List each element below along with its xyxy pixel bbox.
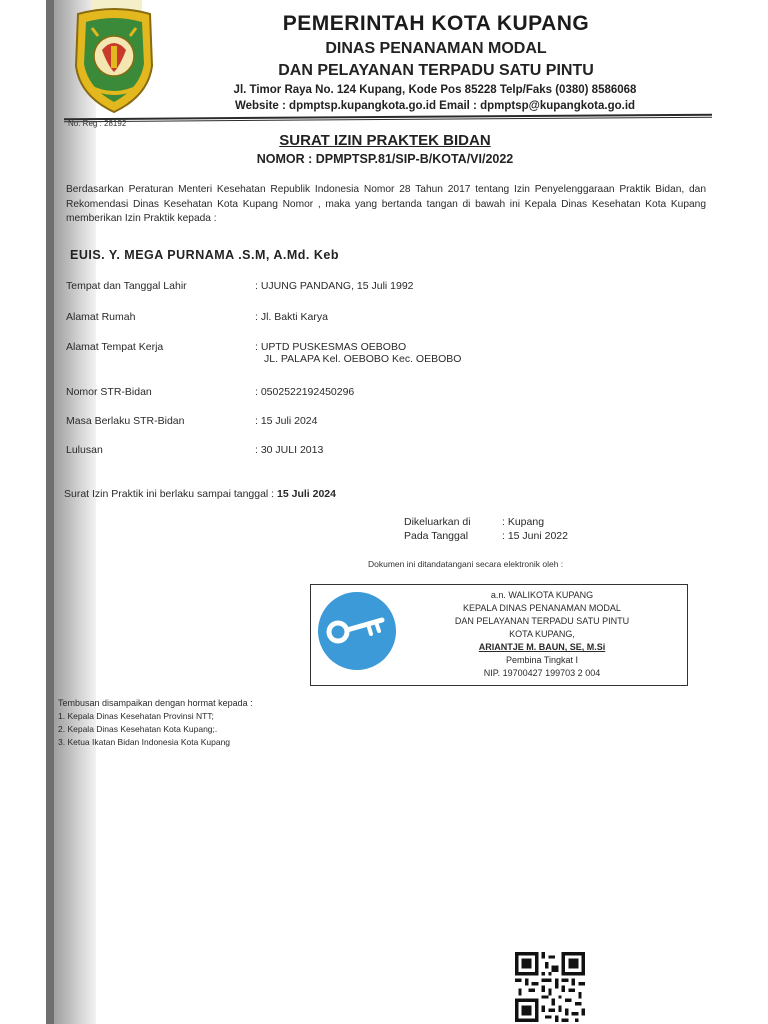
issued-date-value: : 15 Juni 2022 (502, 530, 568, 542)
signatory-nip: NIP. 19700427 199703 2 004 (483, 668, 601, 678)
scan-margin (0, 0, 46, 1024)
field-label-birth: Tempat dan Tanggal Lahir (66, 280, 187, 292)
header-address: Jl. Timor Raya No. 124 Kupang, Kode Pos 85228 Telp/Faks (0380) 8586068 (233, 84, 637, 96)
holder-name: EUIS. Y. MEGA PURNAMA .S.M, A.Md. Keb (70, 248, 339, 262)
issued-date-label: Pada Tanggal (404, 530, 469, 542)
document-title: SURAT IZIN PRAKTEK BIDAN (279, 132, 491, 149)
cc-item: 3. Ketua Ikatan Bidan Indonesia Kota Kupang (58, 737, 231, 747)
field-value-str-number: : 0502522192450296 (255, 386, 355, 398)
cc-item: 1. Kepala Dinas Kesehatan Provinsi NTT; (58, 711, 214, 721)
cc-title: Tembusan disampaikan dengan hormat kepada : (58, 698, 253, 708)
intro-paragraph: Berdasarkan Peraturan Menteri Kesehatan Republik Indonesia Nomor 28 Tahun 2017 tentang Izin Penyelenggaraan Praktik Bidan, dan Rekomendasi Dinas Kesehatan Kota Kupang Nomor , maka yang bertanda tangan di bawah ini Kepala Dinas Kesehatan Kota Kupang memberikan Izin Praktik kepada : (66, 184, 706, 225)
city-emblem-icon (68, 6, 160, 114)
field-value-work-address-line2: JL. PALAPA Kel. OEBOBO Kec. OEBOBO (264, 353, 462, 365)
document-number: NOMOR : DPMPTSP.81/SIP-B/KOTA/VI/2022 (256, 152, 514, 166)
header-government: PEMERINTAH KOTA KUPANG (282, 12, 590, 35)
issued-place-value: : Kupang (502, 516, 545, 528)
field-label-work-address: Alamat Tempat Kerja (66, 341, 164, 353)
issued-place-label: Dikeluarkan di (404, 516, 471, 528)
field-label-str-number: Nomor STR-Bidan (66, 386, 152, 398)
field-value-str-validity: : 15 Juli 2024 (255, 415, 318, 427)
field-label-str-validity: Masa Berlaku STR-Bidan (66, 415, 185, 427)
scan-shadow-edge (46, 0, 54, 1024)
header-agency-line1: DINAS PENANAMAN MODAL (325, 40, 547, 57)
header-agency-line2: DAN PELAYANAN TERPADU SATU PINTU (278, 62, 594, 79)
cc-item: 2. Kepala Dinas Kesehatan Kota Kupang;. (58, 724, 218, 734)
field-value-work-address: : UPTD PUSKESMAS OEBOBO (255, 341, 407, 353)
qr-code-icon (515, 952, 585, 1022)
esign-note: Dokumen ini ditandatangani secara elektronik oleh : (368, 559, 564, 569)
field-value-graduation: : 30 JULI 2013 (255, 444, 324, 456)
registration-number: No. Reg : 28192 (68, 119, 127, 128)
signature-position-line1: KEPALA DINAS PENANAMAN MODAL (463, 603, 621, 613)
signatory-name: ARIANTJE M. BAUN, SE, M.Si (478, 642, 606, 652)
esign-key-icon (316, 590, 398, 672)
permit-validity-text: Surat Izin Praktik ini berlaku sampai tanggal : (64, 488, 278, 500)
header-contact: Website : dpmptsp.kupangkota.go.id Email : dpmptsp@kupangkota.go.id (234, 100, 636, 112)
field-label-home-address: Alamat Rumah (66, 311, 136, 323)
signature-on-behalf: a.n. WALIKOTA KUPANG (490, 590, 594, 600)
field-value-home-address: : Jl. Bakti Karya (255, 311, 328, 323)
permit-validity (64, 488, 336, 500)
signature-city: KOTA KUPANG, (509, 629, 575, 639)
permit-validity-date: 15 Juli 2024 (277, 488, 336, 500)
signature-position-line2: DAN PELAYANAN TERPADU SATU PINTU (454, 616, 630, 626)
signatory-rank: Pembina Tingkat I (505, 655, 579, 665)
field-label-graduation: Lulusan (66, 444, 103, 456)
field-value-birth: : UJUNG PANDANG, 15 Juli 1992 (255, 280, 414, 292)
